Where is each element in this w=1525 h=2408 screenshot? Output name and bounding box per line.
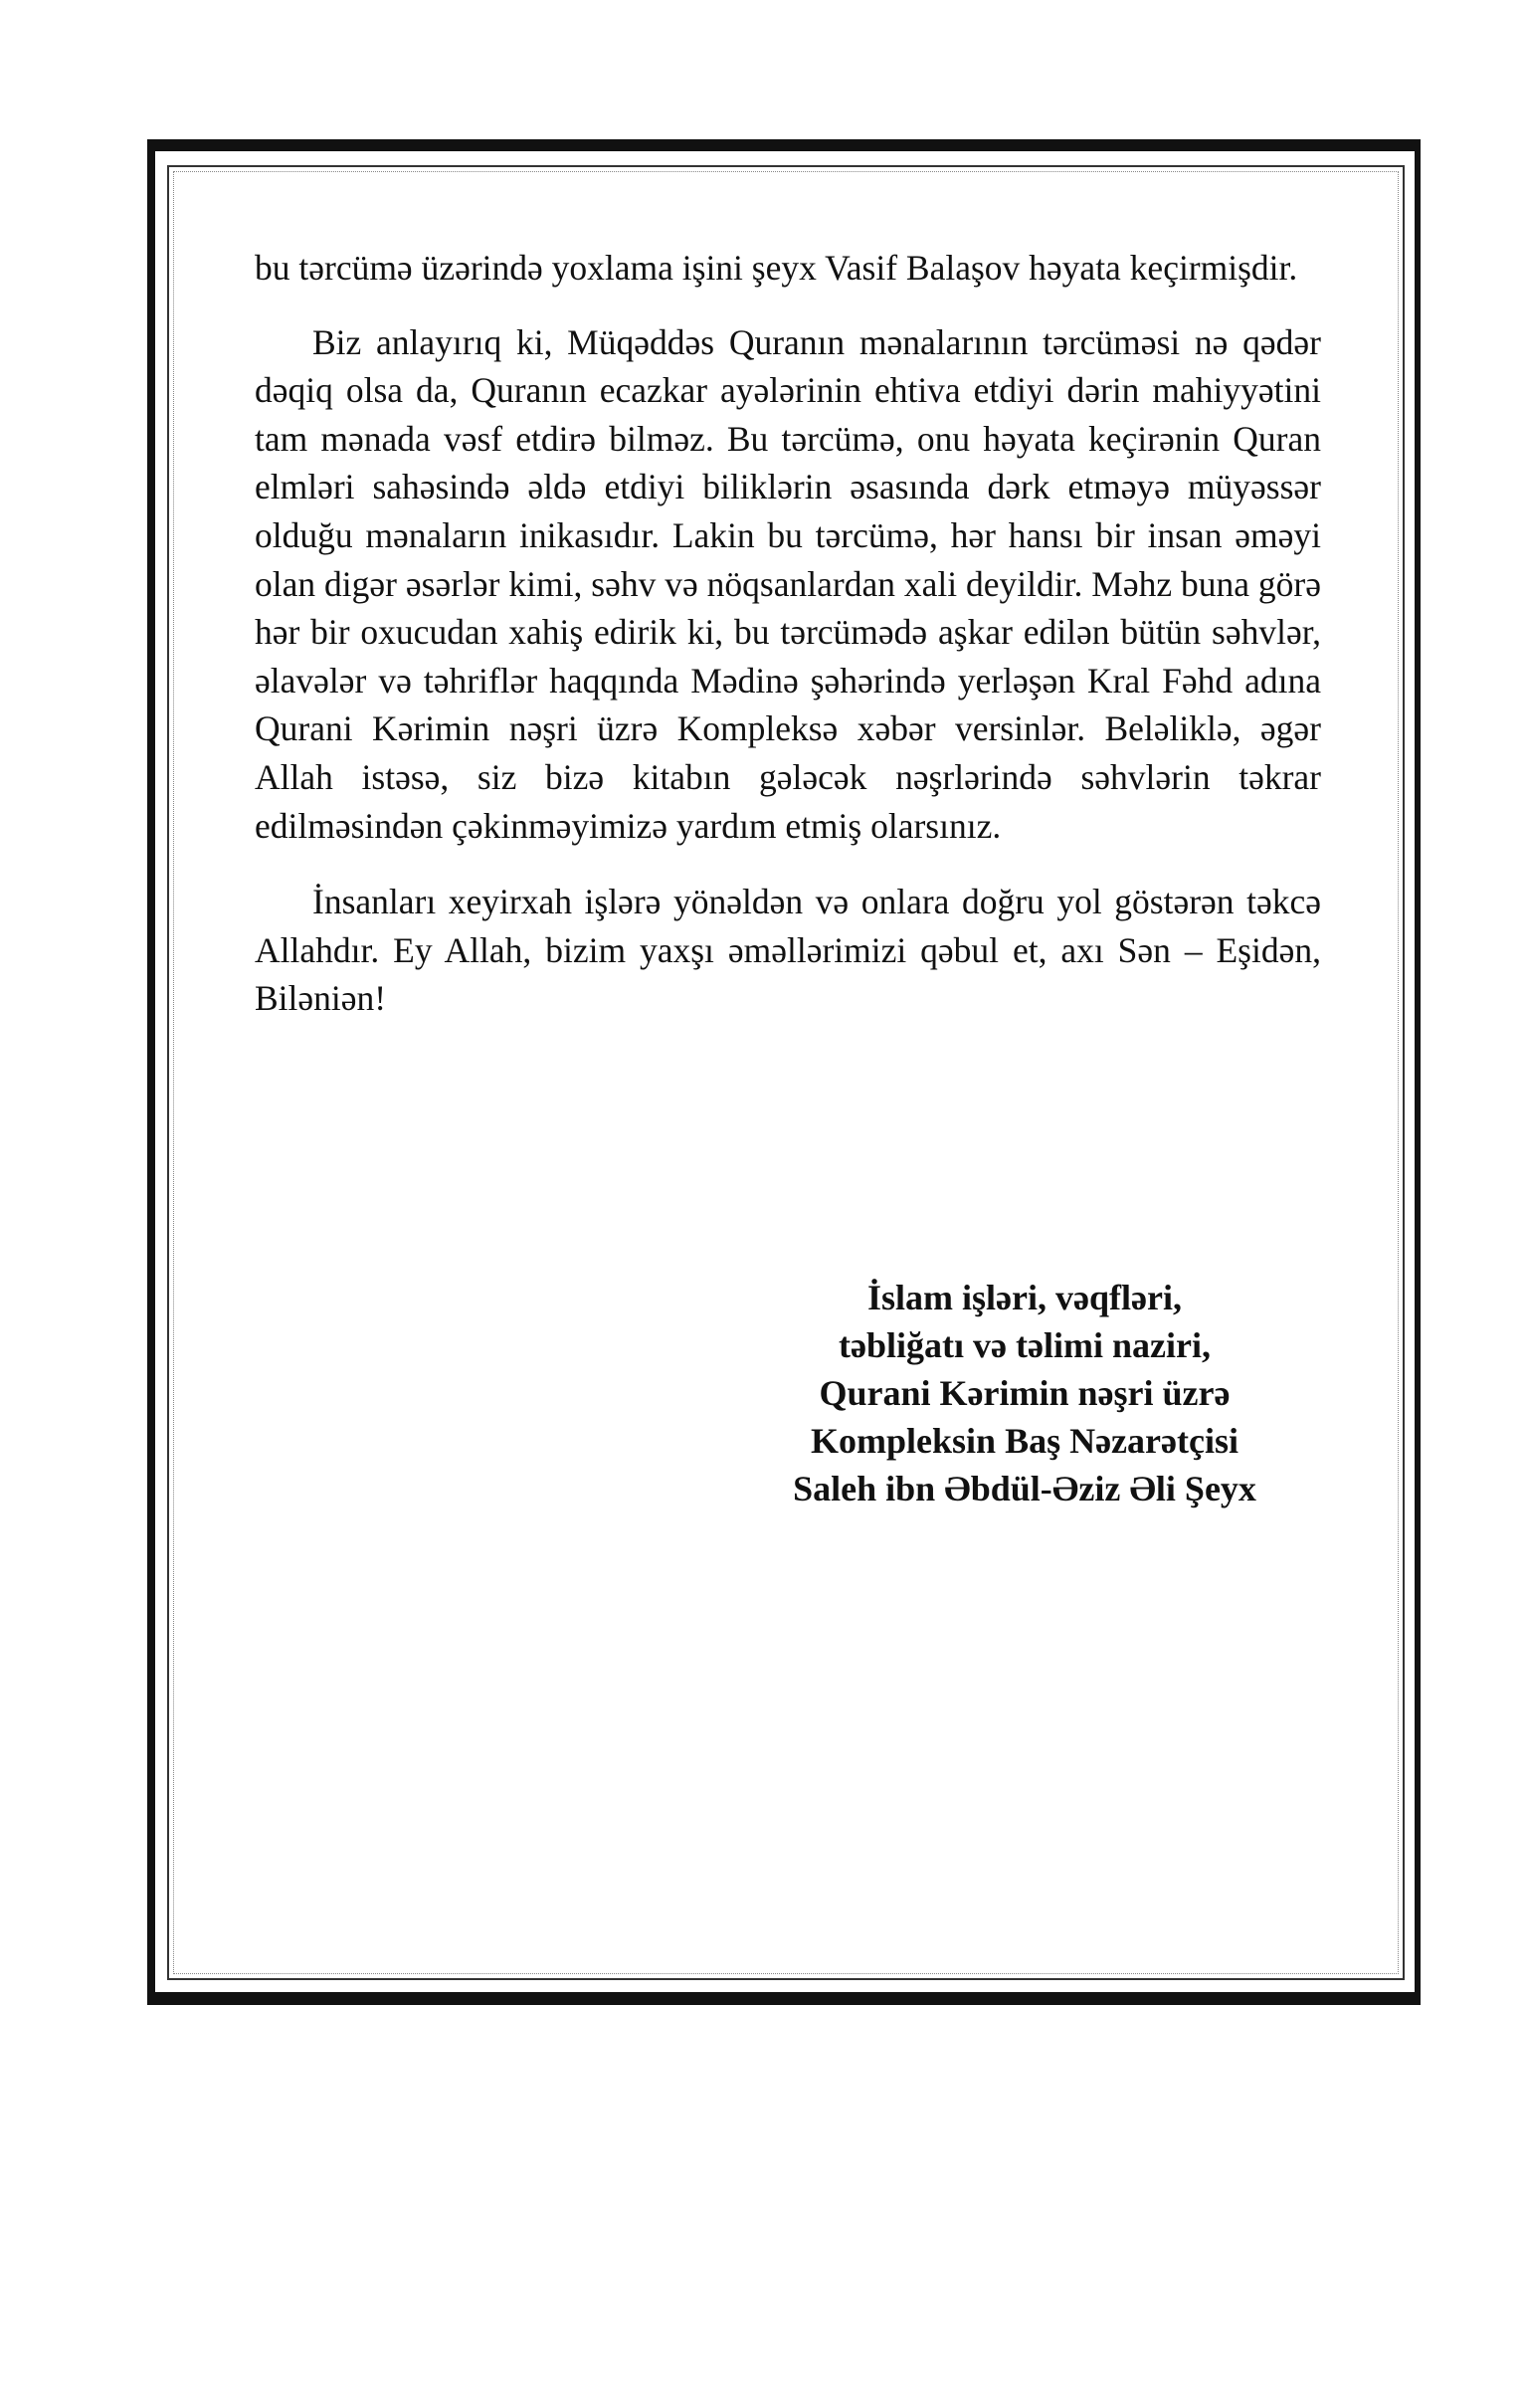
paragraph-continuation: bu tərcümə üzərində yoxlama işini şeyx Vasif Balaşov həyata keçirmişdir. — [255, 248, 1298, 288]
signature-line-3: Qurani Kərimin nəşri üzrə — [819, 1373, 1231, 1413]
signature-line-2: təbliğatı və təlimi naziri, — [839, 1325, 1211, 1365]
body-text — [255, 244, 1321, 1023]
signature-line-4: Kompleksin Baş Nəzarətçisi — [811, 1421, 1239, 1461]
paragraph-translation-notice: Biz anlayırıq ki, Müqəddəs Quranın mənalarının tərcüməsi nə qədər dəqiq olsa da, Quranın ecazkar ayələrinin ehtiva etdiyi dərin mahiyyətini tam mənada vəsf etdirə bilməz. Bu tərcümə, onu həyata keçirənin Quran elmləri sahəsində əldə etdiyi biliklərin əsasında dərk etməyə müyəssər olduğu mənaların inikasıdır. Lakin bu tərcümə, hər hansı bir insan əməyi olan digər əsərlər kimi, səhv və nöqsanlardan xali deyildir. Məhz buna görə hər bir oxucudan xahiş edirik ki, bu tərcümədə aşkar edilən bütün səhvlər, əlavələr və təhriflər haqqında Mədinə şəhərində yerləşən Kral Fəhd adına Qurani Kərimin nəşri üzrə Kompleksə xəbər versinlər. Beləliklə, əgər Allah istəsə, siz bizə kitabın gələcək nəşrlərində səhvlərin təkrar edilməsindən çəkinməyimizə yardım etmiş olarsınız. — [255, 321, 1321, 846]
paragraph-closing-prayer: İnsanları xeyirxah işlərə yönəldən və onlara doğru yol göstərən təkcə Allahdır. Ey Allah, bizim yaxşı əməllərimizi qəbul et, axı Sən – Eşidən, Biləniən! — [255, 882, 1321, 1019]
signature-block — [766, 1274, 1283, 1512]
signature-line-1: İslam işləri, vəqfləri, — [867, 1278, 1182, 1317]
signature-line-5: Saleh ibn Əbdül-Əziz Əli Şeyx — [793, 1469, 1256, 1508]
